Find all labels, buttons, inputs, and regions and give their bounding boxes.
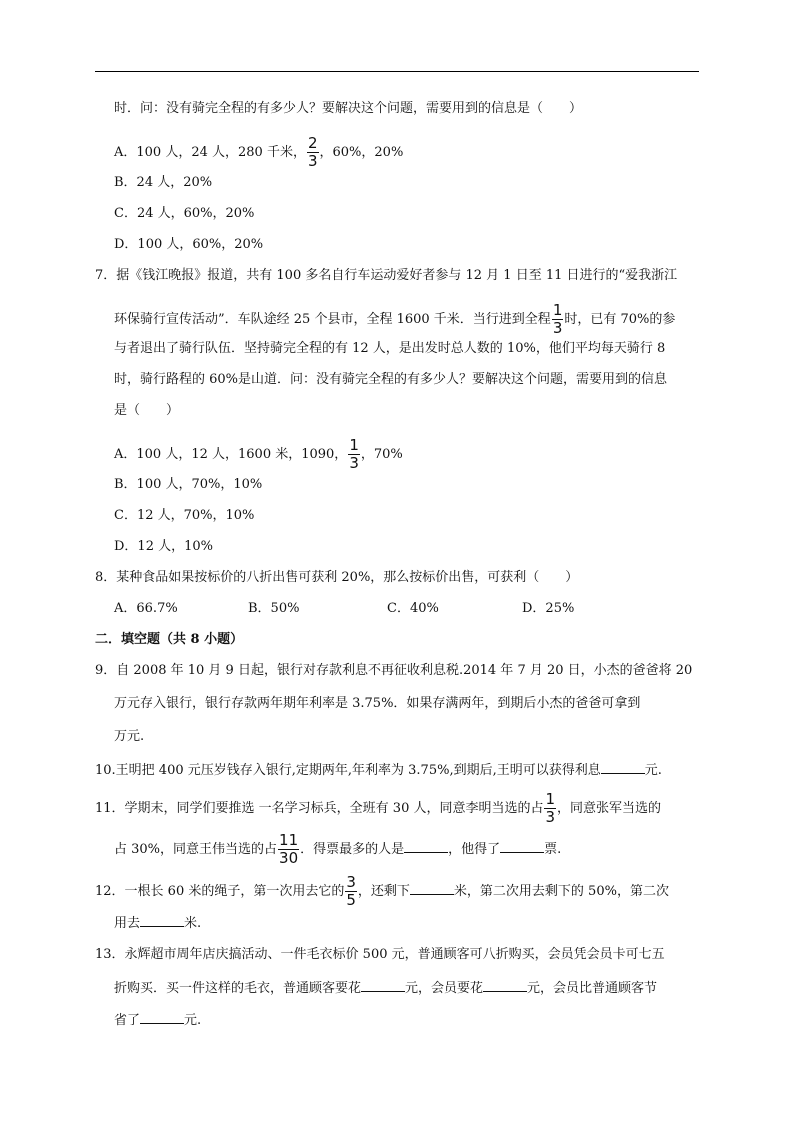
q8-option-a: A．66.7% bbox=[114, 601, 178, 616]
q10-line: 10.王明把 400 元压岁钱存入银行,定期两年,年利率为 3.75%,到期后,王明可以获得利息 元. bbox=[95, 760, 662, 780]
q6-option-d: D．100 人，60%，20% bbox=[114, 237, 264, 252]
q7-option-a: A．100 人，12 人，1600 米，1090， $\frac{1}{3}$ ，70% bbox=[114, 436, 403, 472]
q8-stem: 8．某种食品如果按标价的八折出售可获利 20%，那么按标价出售，可获利（ ） bbox=[95, 570, 579, 585]
q9-line-3: 万元. bbox=[114, 729, 145, 744]
q8-option-b: B．50% bbox=[248, 601, 300, 616]
q13-line-2: 折购买．买一件这样的毛衣，普通顾客要花 元，会员要花 元，会员比普通顾客节 bbox=[114, 978, 657, 998]
q9-line-1: 9．自 2008 年 10 月 9 日起，银行对存款利息不再征收利息税.2014 年 7 月 20 日，小杰的爸爸将 20 bbox=[95, 663, 693, 678]
answer-blank bbox=[500, 839, 544, 853]
q7-stem-line-2: 环保骑行宣传活动”．车队途经 25 个县市，全程 1600 千米．当行进到全程 $\frac{1}{3}$ 时，已有 70%的参 bbox=[114, 301, 676, 337]
q7-stem-line-3: 与者退出了骑行队伍．坚持骑完全程的有 12 人，是出发时总人数的 10%，他们平均每天骑行 8 bbox=[114, 341, 666, 356]
fraction-one-third: $\frac{1}{3}$ bbox=[545, 790, 556, 826]
q7-option-c: C．12 人，70%，10% bbox=[114, 508, 255, 523]
q6-option-c: C．24 人，60%，20% bbox=[114, 206, 255, 221]
answer-blank bbox=[404, 839, 448, 853]
q9-line-2: 万元存入银行，银行存款两年期年利率是 3.75%．如果存满两年，到期后小杰的爸爸可拿到 bbox=[114, 696, 641, 711]
answer-blank bbox=[483, 978, 527, 992]
answer-blank bbox=[140, 1010, 184, 1024]
q7-stem-line-5: 是（ ） bbox=[114, 403, 180, 418]
q8-option-c: C．40% bbox=[387, 601, 439, 616]
answer-blank bbox=[361, 978, 405, 992]
answer-blank bbox=[410, 881, 454, 895]
q6-stem-tail: 时．问：没有骑完全程的有多少人？要解决这个问题，需要用到的信息是（ ） bbox=[114, 101, 583, 116]
fraction-two-thirds: $\frac{2}{3}$ bbox=[307, 134, 318, 170]
q11-line-1: 11．学期末，同学们要推选 一名学习标兵，全班有 30 人，同意李明当选的占 $\frac{1}{3}$ ，同意张军当选的 bbox=[95, 790, 662, 826]
fraction-one-third: $\frac{1}{3}$ bbox=[349, 436, 359, 472]
q7-option-d: D．12 人，10% bbox=[114, 539, 213, 554]
answer-blank bbox=[601, 760, 645, 774]
q13-line-3: 省了 元. bbox=[114, 1010, 201, 1030]
q6-option-b: B．24 人，20% bbox=[114, 175, 213, 190]
fraction-three-fifths: $\frac{3}{5}$ bbox=[346, 873, 356, 909]
q8-options-row bbox=[0, 600, 794, 618]
q11-line-2: 占 30%，同意王伟当选的占 $\frac{11}{30}$ ．得票最多的人是 ，他得了 票. bbox=[114, 831, 562, 867]
q6-option-a: A．100 人，24 人，280 千米， $\frac{2}{3}$ ，60%，20% bbox=[114, 134, 404, 170]
q13-line-1: 13．永辉超市周年店庆搞活动、一件毛衣标价 500 元，普通顾客可八折购买，会员凭会员卡可七五 bbox=[95, 947, 665, 962]
q12-line-2: 用去 米. bbox=[114, 913, 201, 933]
section-title-fill-in: 二．填空题（共 8 小题） bbox=[95, 632, 244, 647]
q7-option-b: B．100 人，70%，10% bbox=[114, 477, 263, 492]
answer-blank bbox=[140, 913, 184, 927]
q8-option-d: D．25% bbox=[522, 601, 575, 616]
q12-line-1: 12．一根长 60 米的绳子，第一次用去它的 $\frac{3}{5}$ ，还剩下 米，第二次用去剩下的 50%，第二次 bbox=[95, 873, 669, 909]
header-rule bbox=[95, 71, 699, 72]
fraction-eleven-thirtieths: $\frac{11}{30}$ bbox=[279, 831, 299, 867]
q7-stem-line-4: 时，骑行路程的 60%是山道．问：没有骑完全程的有多少人？要解决这个问题，需要用到的信息 bbox=[114, 372, 668, 387]
q7-stem-line-1: 7．据《钱江晚报》报道，共有 100 多名自行车运动爱好者参与 12 月 1 日至 11 日进行的“爱我浙江 bbox=[95, 268, 678, 283]
fraction-one-third: $\frac{1}{3}$ bbox=[552, 301, 563, 337]
